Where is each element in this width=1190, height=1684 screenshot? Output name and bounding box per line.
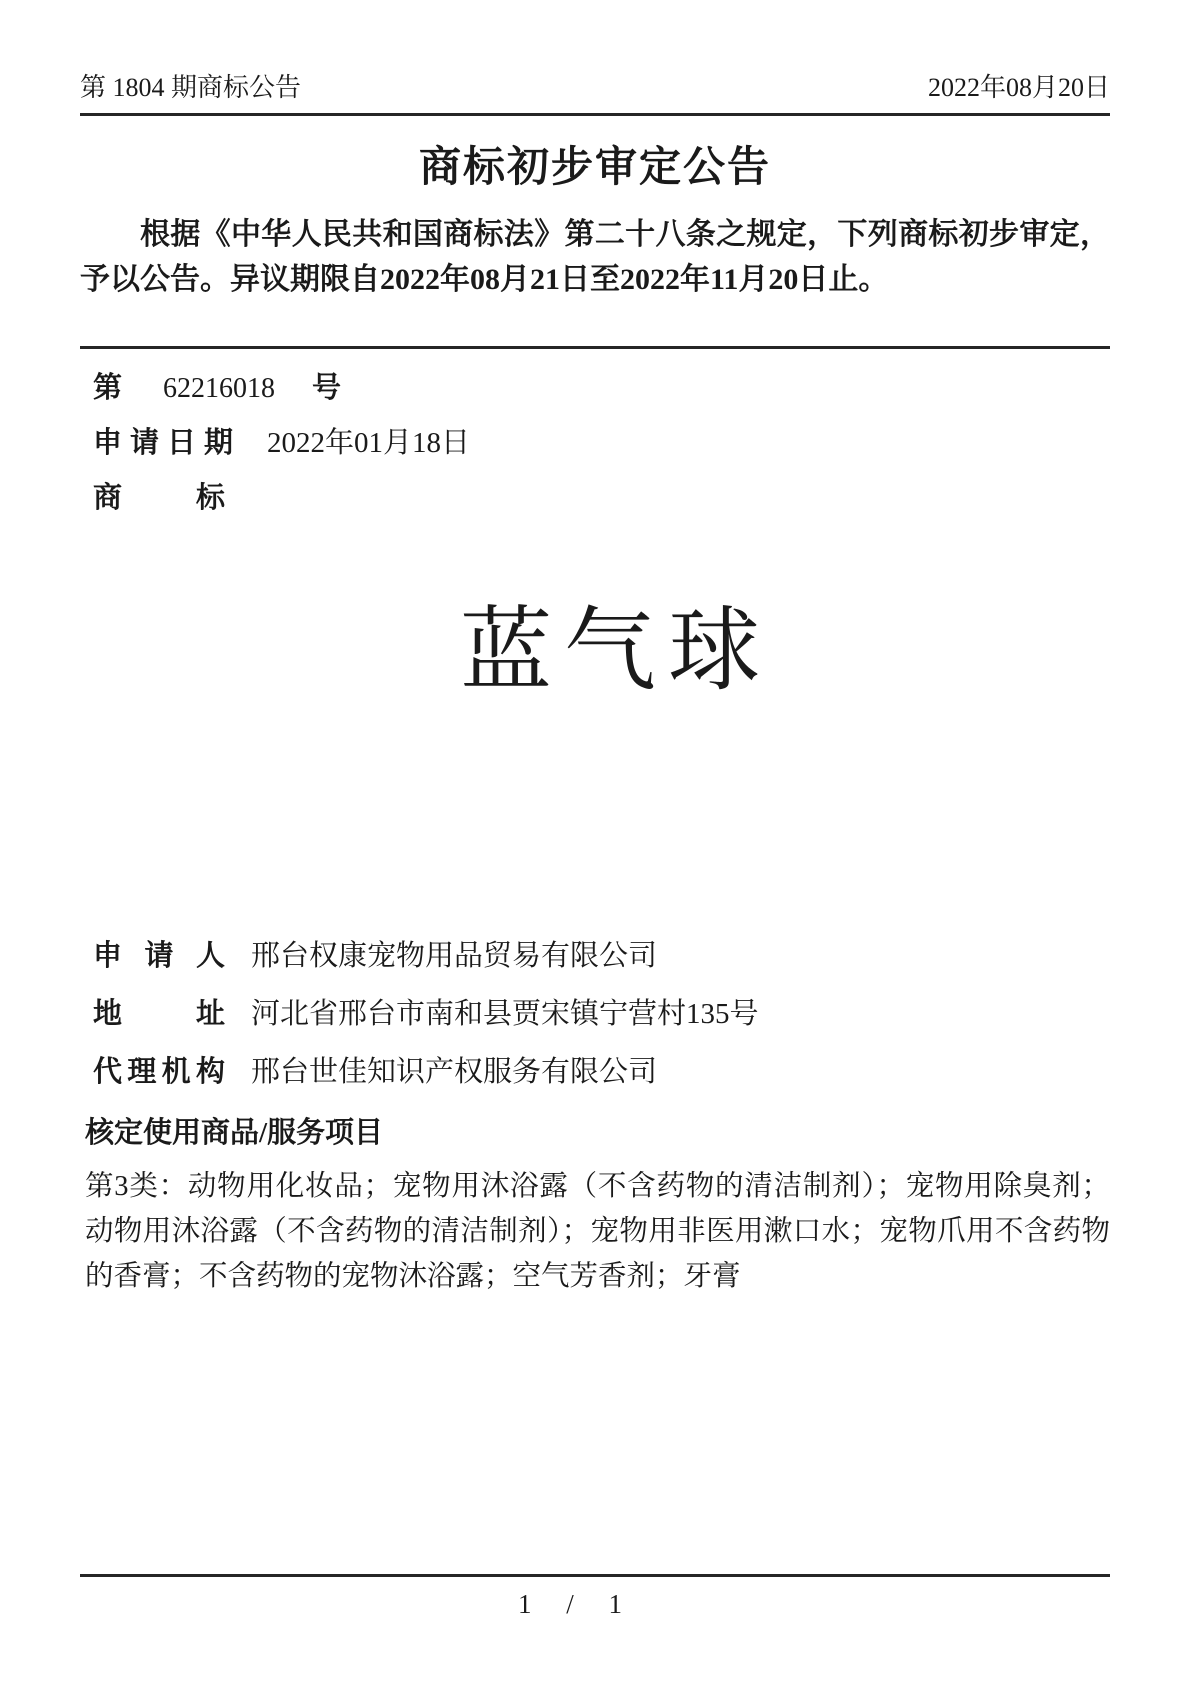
registration-number: 62216018 [163,372,276,404]
address-value: 河北省邢台市南和县贾宋镇宁营村135号 [251,998,759,1031]
application-date-value: 2022年01月18日 [267,426,471,459]
goods-services-text: 第3类：动物用化妆品；宠物用沐浴露（不含药物的清洁制剂）；宠物用除臭剂；动物用沐浴露（不含药物的清洁制剂）；宠物用非医用漱口水；宠物爪用不含药物的香膏；不含药物的宠物沐浴露；空气芳香剂；牙膏 [85,1171,1110,1293]
page-footer [80,1574,1110,1620]
goods-services-heading: 核定使用商品/服务项目 [85,1117,384,1150]
gazette-issue-label: 第 1804 期商标公告 [80,73,302,102]
footer-divider [80,1574,1110,1577]
applicant-row [93,937,1110,976]
intro-paragraph: 根据《中华人民共和国商标法》第二十八条之规定，下列商标初步审定，予以公告。异议期限自2022年08月21日至2022年11月20日止。 [80,217,1110,296]
registration-number-suffix: 号 [312,371,342,404]
agent-value: 邢台世佳知识产权服务有限公司 [251,1056,658,1089]
document-title: 商标初步审定公告 [418,144,771,191]
page-number [55,1589,1085,1620]
page-number-separator: / [566,1589,574,1619]
gazette-page [80,0,1110,1684]
registration-number-prefix: 第 [93,371,123,404]
page-number-total: 1 [608,1589,622,1619]
trademark-fields [80,369,1110,518]
address-label: 地址 [93,998,225,1031]
registration-number-row [93,369,1110,408]
applicant-value: 邢台权康宠物用品贸易有限公司 [251,940,658,973]
page-number-current: 1 [517,1589,532,1619]
applicant-fields [80,937,1110,1092]
application-date-label: 申请日期 [93,426,233,459]
agent-row [93,1053,1110,1092]
application-date-row [93,424,1110,463]
agent-label: 代理机构 [93,1056,225,1089]
trademark-label: 商标 [93,481,225,514]
trademark-label-row [93,479,1110,518]
gazette-date-label: 2022年08月20日 [927,73,1110,102]
trademark-image-area [80,518,1110,918]
page-header [80,0,1110,103]
trademark-image-text: 蓝气球 [459,597,772,705]
applicant-label: 申请人 [93,940,225,973]
header-divider [80,113,1110,116]
address-row [93,995,1110,1034]
section-divider [80,346,1110,349]
